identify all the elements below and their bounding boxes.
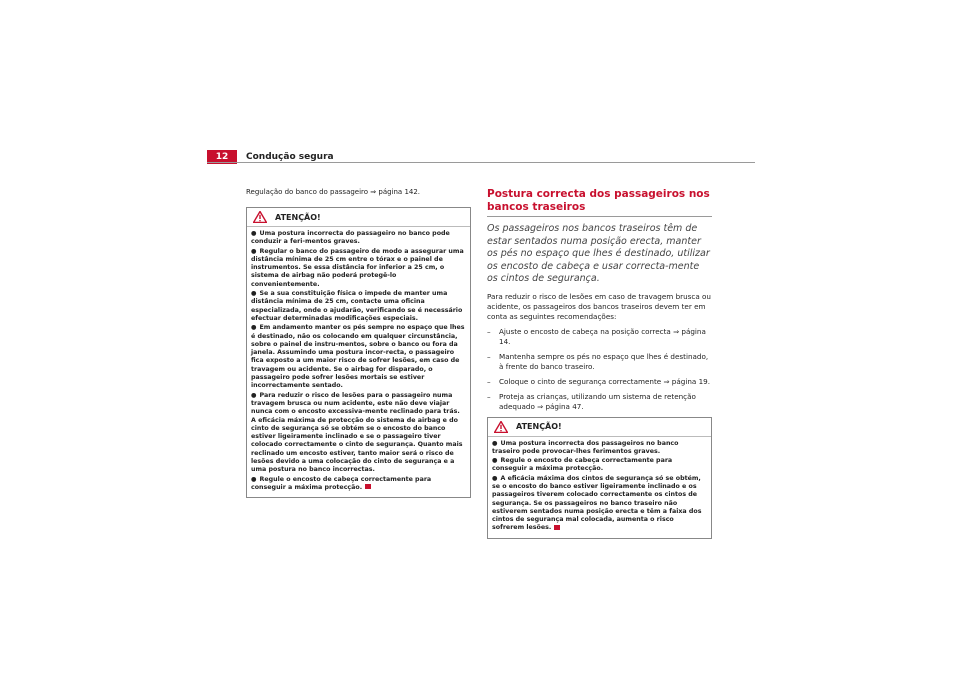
warning-item (492, 440, 707, 457)
warning-title: ATENÇÃO! (275, 212, 321, 222)
warning-item (251, 290, 466, 323)
bullet-dot-icon: ● (251, 475, 257, 483)
warning-item-text: Regule o encosto de cabeça correctamente para conseguir a máxima protecção. (251, 475, 432, 491)
list-item-text: Proteja as crianças, utilizando um sistema de retenção adequado ⇒ página 47. (499, 391, 696, 411)
warning-item-text: Regular o banco do passageiro de modo a assegurar uma distância mínima de 25 cm entre o tórax e o painel de instrumentos. Se essa distância for inferior a 25 cm, o sistema de airbag não poderá protegê-lo convenientemente. (251, 247, 464, 288)
list-item-text: Ajuste o encosto de cabeça na posição correcta ⇒ página 14. (499, 326, 706, 346)
warning-item-text: A eficácia máxima dos cintos de segurança só se obtém, se o encosto do banco estiver ligeiramente inclinado e os passageiros tiverem colocado correctamente os cintos de segurança. Se os passageiros no banco traseiro não estiverem sentados numa posição erecta e têm a faixa dos cintos de segurança mal colocada, aumenta o risco sofrerem lesões. (492, 474, 702, 532)
header-divider (207, 162, 755, 163)
page-header-title: Condução segura (246, 152, 334, 162)
warning-item (251, 230, 466, 247)
list-item-text: Coloque o cinto de segurança correctamente ⇒ página 19. (499, 376, 711, 386)
bullet-dot-icon: ● (251, 230, 257, 237)
section-paragraph: Para reduzir o risco de lesões em caso de travagem brusca ou acidente, os passageiros dos bancos traseiros devem ter em conta as seguintes recomendações: (487, 291, 711, 321)
warning-item (251, 392, 466, 475)
warning-title: ATENÇÃO! (516, 422, 562, 431)
warning-item (251, 248, 466, 289)
list-item-text: Mantenha sempre os pés no espaço que lhes é destinado, à frente do banco traseiro. (499, 351, 709, 371)
warning-header (247, 208, 470, 227)
right-column (487, 188, 712, 539)
section-title: Postura correcta dos passageiros nos bancos traseiros (487, 188, 712, 217)
intro-reference: Regulação do banco do passageiro ⇒ página 142. (246, 188, 421, 196)
warning-item-text: Em andamento manter os pés sempre no espaço que lhes é destinado, não os colocando em qualquer circunstância, sobre o painel de instru-mentos, sobre o banco ou fora da janela. Assumindo uma postura incor-recta, o passageiro fica exposto a um maior risco de sofrer lesões, em caso de travagem ou acidente. Se o airbag for disparado, o passageiro pode sofrer lesões mortais se estiver incorrectamente sentado. (251, 324, 465, 390)
warning-triangle-icon (253, 211, 267, 223)
list-item (487, 352, 712, 372)
list-item (487, 377, 712, 387)
recommendation-list (487, 327, 712, 412)
warning-item (251, 324, 466, 390)
warning-box-front (246, 207, 471, 498)
dash-marker: – (487, 351, 491, 361)
warning-box-rear (487, 417, 712, 539)
warning-header (488, 418, 711, 437)
bullet-dot-icon: ● (492, 457, 498, 465)
end-of-section-icon (365, 484, 371, 489)
bullet-dot-icon: ● (251, 391, 257, 399)
warning-body (247, 227, 470, 497)
bullet-dot-icon: ● (251, 324, 257, 332)
warning-body (488, 437, 711, 538)
list-item (487, 392, 712, 412)
end-of-section-icon (554, 525, 560, 530)
dash-marker: – (487, 391, 491, 401)
list-item (487, 327, 712, 347)
bullet-dot-icon: ● (492, 439, 498, 447)
warning-item-text: Uma postura incorrecta do passageiro no banco pode conduzir a feri-mentos graves. (251, 230, 450, 246)
bullet-dot-icon: ● (251, 247, 257, 255)
warning-item-text: Se a sua constituição física o impede de manter uma distância mínima de 25 cm, contacte uma oficina especializada, onde o ajudarão, verificando se é necessário efectuar determinadas modificações especiais. (251, 290, 463, 322)
warning-item (492, 457, 707, 474)
page-number: 12 (207, 150, 237, 164)
warning-item-text: Regule o encosto de cabeça correctamente para conseguir a máxima protecção. (492, 457, 673, 473)
dash-marker: – (487, 376, 491, 386)
warning-triangle-icon (494, 421, 508, 433)
warning-item-text: Uma postura incorrecta dos passageiros no banco traseiro pode provocar-lhes ferimentos graves. (492, 439, 679, 455)
bullet-dot-icon: ● (492, 474, 498, 482)
warning-item (251, 476, 466, 493)
bullet-dot-icon: ● (251, 290, 257, 298)
left-column (246, 188, 471, 498)
dash-marker: – (487, 326, 491, 336)
section-lead: Os passageiros nos bancos traseiros têm de estar sentados numa posição erecta, manter os pés no espaço que lhes é destinado, utilizar os encosto de cabeça e usar correcta-mente os cintos de segurança. (487, 223, 710, 284)
warning-item (492, 475, 707, 533)
warning-item-text: Para reduzir o risco de lesões para o passageiro numa travagem brusca ou num acidente, este não deve viajar nunca com o encosto excessiva-mente reclinado para trás. A eficácia máxima de protecção do sistema de airbag e do cinto de segurança só se obtém se o encosto do banco estiver ligeiramente inclinado e se o passageiro tiver colocado correctamente o cinto de segurança. Quanto mais reclinado um encosto estiver, tanto maior será o risco de lesões devido a uma colocação do cinto de segurança e a uma postura no banco incorrectas. (251, 391, 463, 474)
